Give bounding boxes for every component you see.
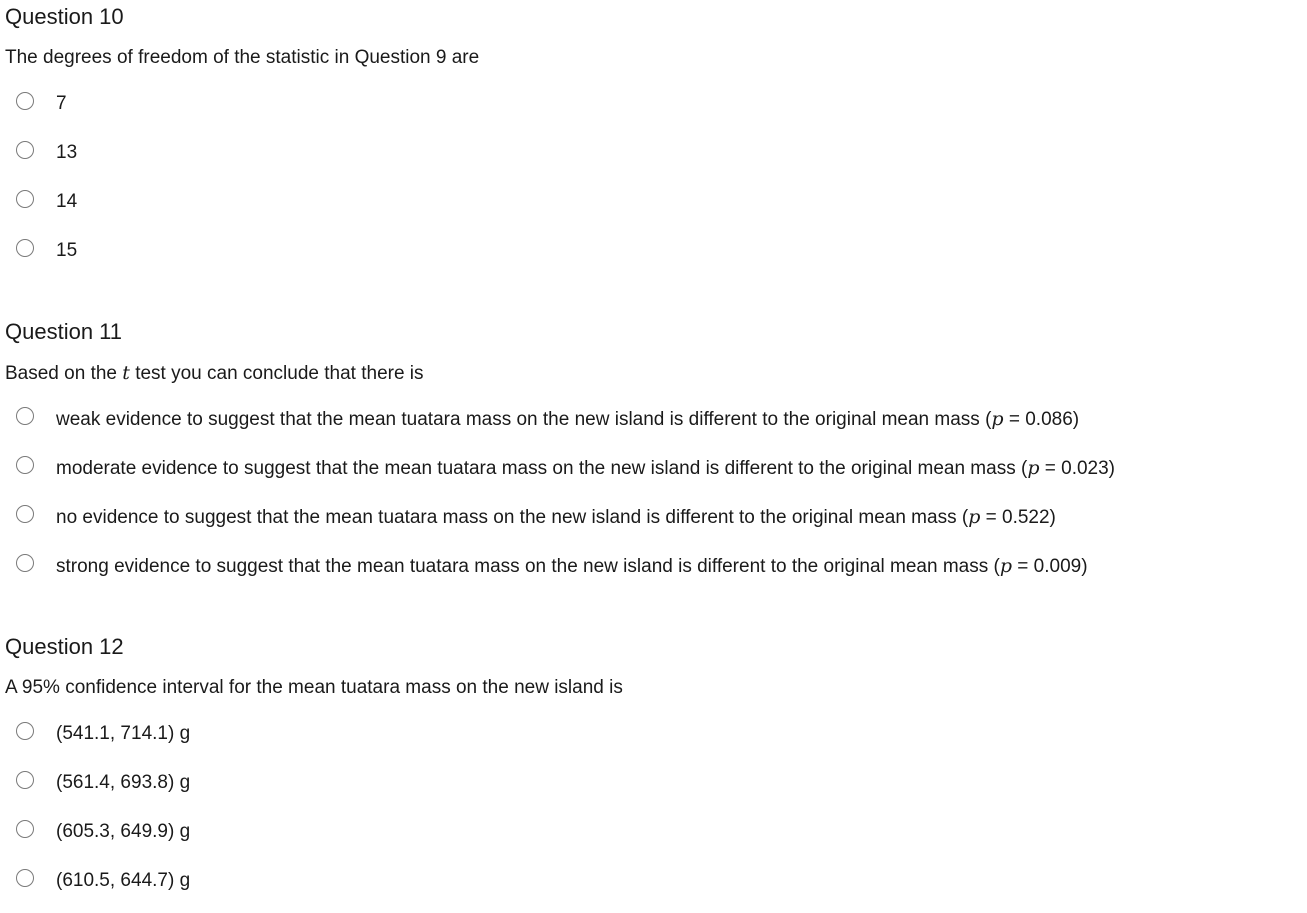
option-label: (605.3, 649.9) g [56,821,191,842]
radio-button[interactable] [16,820,34,838]
math-variable: t [122,362,130,384]
prompt-text: test you can conclude that there is [135,363,424,384]
option-label: (610.5, 644.7) g [56,870,191,891]
radio-button[interactable] [16,407,34,425]
math-variable: p [968,506,981,528]
radio-button[interactable] [16,505,34,523]
option-text: weak evidence to suggest that the mean tuatara mass on the new island is different to the original mean mass ( [56,409,992,430]
option-label [56,554,1088,579]
radio-button[interactable] [16,456,34,474]
answer-option[interactable] [0,818,1300,848]
option-label: (541.1, 714.1) g [56,723,191,744]
answer-option[interactable] [0,552,1300,582]
option-label [56,407,1079,432]
radio-button[interactable] [16,722,34,740]
option-label: 7 [56,93,67,114]
answer-option[interactable] [0,769,1300,799]
radio-button[interactable] [16,92,34,110]
option-text: no evidence to suggest that the mean tuatara mass on the new island is different to the original mean mass ( [56,507,969,528]
prompt-text: Based on the [5,363,117,384]
question-prompt: The degrees of freedom of the statistic in Question 9 are [5,47,480,68]
option-label [56,505,1056,530]
radio-button[interactable] [16,190,34,208]
option-label: 14 [56,191,78,212]
answer-option[interactable] [0,139,1300,169]
option-text: = 0.009) [1012,556,1088,577]
answer-option[interactable] [0,237,1300,267]
option-text: strong evidence to suggest that the mean tuatara mass on the new island is different to the original mean mass ( [56,556,1000,577]
answer-option[interactable] [0,454,1300,484]
radio-button[interactable] [16,141,34,159]
option-text: moderate evidence to suggest that the mean tuatara mass on the new island is different to the original mean mass ( [56,458,1028,479]
answer-option[interactable] [0,720,1300,750]
option-label: 13 [56,142,78,163]
option-label [56,456,1115,481]
radio-button[interactable] [16,771,34,789]
answer-option[interactable] [0,188,1300,218]
question-prompt [5,361,424,386]
question-title: Question 12 [5,634,124,659]
question-title: Question 10 [5,4,124,29]
question-title: Question 11 [5,319,123,344]
radio-button[interactable] [16,554,34,572]
answer-option[interactable] [0,90,1300,120]
radio-button[interactable] [16,869,34,887]
question-prompt: A 95% confidence interval for the mean tuatara mass on the new island is [5,677,623,698]
option-label: (561.4, 693.8) g [56,772,191,793]
math-variable: p [999,555,1013,577]
math-variable: p [1027,457,1040,479]
option-text: = 0.086) [1003,409,1080,430]
answer-option[interactable] [0,867,1300,897]
option-text: = 0.023) [1039,458,1116,479]
math-variable: p [991,408,1004,430]
option-label: 15 [56,240,78,261]
answer-option[interactable] [0,503,1300,533]
answer-option[interactable] [0,405,1300,435]
option-text: = 0.522) [980,507,1056,528]
radio-button[interactable] [16,239,34,257]
